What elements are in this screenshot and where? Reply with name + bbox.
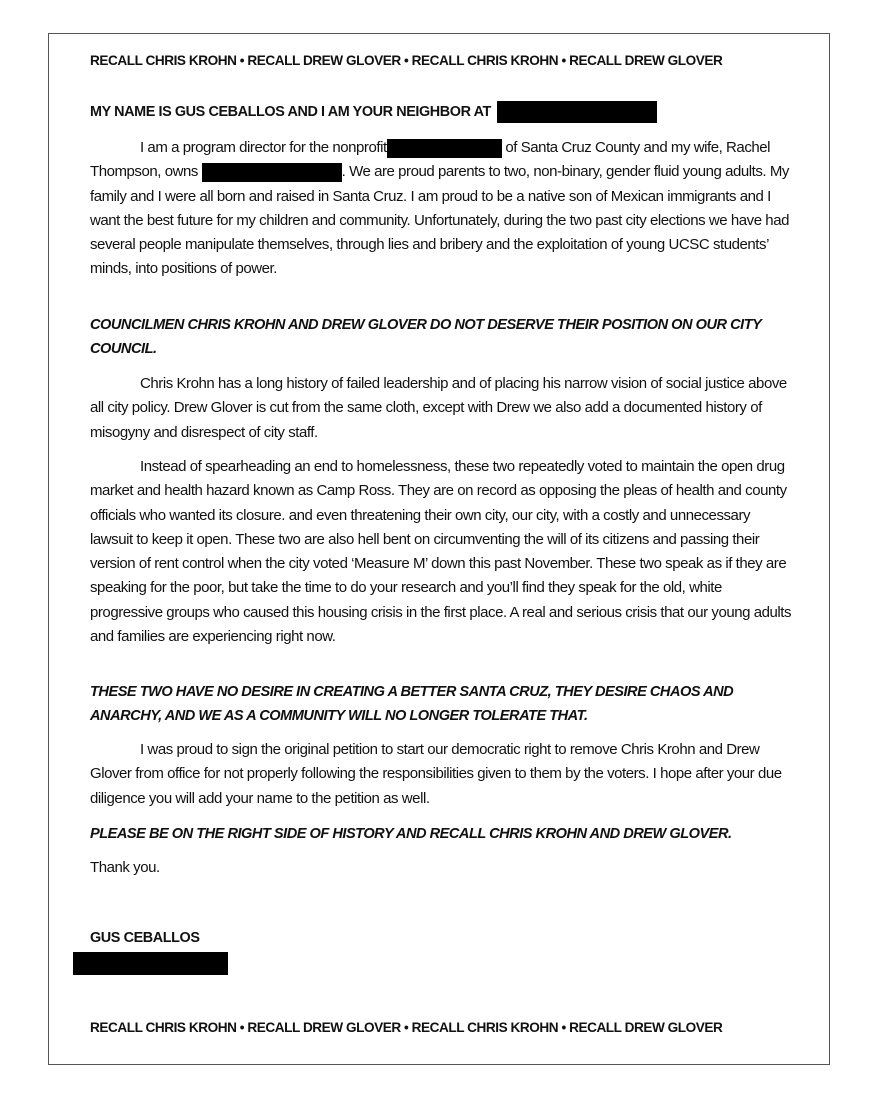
intro-text-3: . We are proud parents to two, non-binary, gender fluid young adults. My family and I were all born and raised in Santa Cruz. I am proud to be a native son of Mexican immigrants and I want the best future for my children and community. Unfortunately, during the two past city elections we have had several people manipulate themselves, through lies and bribery and the exploitation of young UCSC students’ minds, into positions of power. bbox=[90, 163, 789, 278]
banner-bottom: RECALL CHRIS KROHN • RECALL DREW GLOVER • RECALL CHRIS KROHN • RECALL DREW GLOVER bbox=[90, 1020, 723, 1035]
redacted-address bbox=[497, 101, 657, 123]
closing-line: Thank you. bbox=[90, 859, 160, 876]
letter-heading bbox=[90, 101, 795, 123]
intro-text-2: of Santa Cruz County and my wife, Rachel Thompson, owns bbox=[90, 139, 771, 181]
paragraph-camp-ross: Instead of spearheading an end to homelessness, these two repeatedly voted to maintain the open drug market and health hazard known as Camp Ross. They are on record as opposing the pleas of health and county officials who wanted its closure. and even threatening their own city, our city, with a costly and unnecessary lawsuit to keep it open. These two are also hell bent on circumventing the will of its citizens and passing their version of rent control when the city voted ‘Measure M’ down this past November. These two speak as if they are speaking for the poor, but take the time to do your research and you’ll find they speak for the old, white progressive groups who caused this housing crisis in the first place. A real and serious crisis that our young adults and families are experiencing right now. bbox=[90, 458, 792, 646]
paragraph-petition: I was proud to sign the original petition to start our democratic right to remove Chris Krohn and Drew Glover from office for not properly following the responsibilities given to them by the voters. I hope after your due diligence you will add your name to the petition as well. bbox=[90, 741, 782, 807]
intro-text-1: I am a program director for the nonprofit bbox=[140, 139, 387, 156]
emphasis-statement-3: PLEASE BE ON THE RIGHT SIDE OF HISTORY AND RECALL CHRIS KROHN AND DREW GLOVER. bbox=[90, 826, 732, 842]
redacted-business bbox=[202, 163, 342, 182]
emphasis-statement-2: THESE TWO HAVE NO DESIRE IN CREATING A BETTER SANTA CRUZ, THEY DESIRE CHAOS AND ANARCHY, AND WE AS A COMMUNITY WILL NO LONGER TOLERATE THAT. bbox=[90, 684, 734, 725]
paragraph-intro bbox=[90, 136, 795, 282]
redacted-nonprofit bbox=[387, 139, 502, 158]
heading-text: MY NAME IS GUS CEBALLOS AND I AM YOUR NEIGHBOR AT bbox=[90, 104, 491, 120]
paragraph-krohn-glover: Chris Krohn has a long history of failed leadership and of placing his narrow vision of social justice above all city policy. Drew Glover is cut from the same cloth, except with Drew we also add a documented history of misogyny and disrespect of city staff. bbox=[90, 375, 787, 441]
signature-name: GUS CEBALLOS bbox=[90, 930, 200, 946]
banner-top: RECALL CHRIS KROHN • RECALL DREW GLOVER • RECALL CHRIS KROHN • RECALL DREW GLOVER bbox=[90, 53, 723, 68]
redacted-signature-detail bbox=[73, 952, 228, 975]
emphasis-statement-1: COUNCILMEN CHRIS KROHN AND DREW GLOVER DO NOT DESERVE THEIR POSITION ON OUR CITY COUNCIL. bbox=[90, 317, 762, 358]
